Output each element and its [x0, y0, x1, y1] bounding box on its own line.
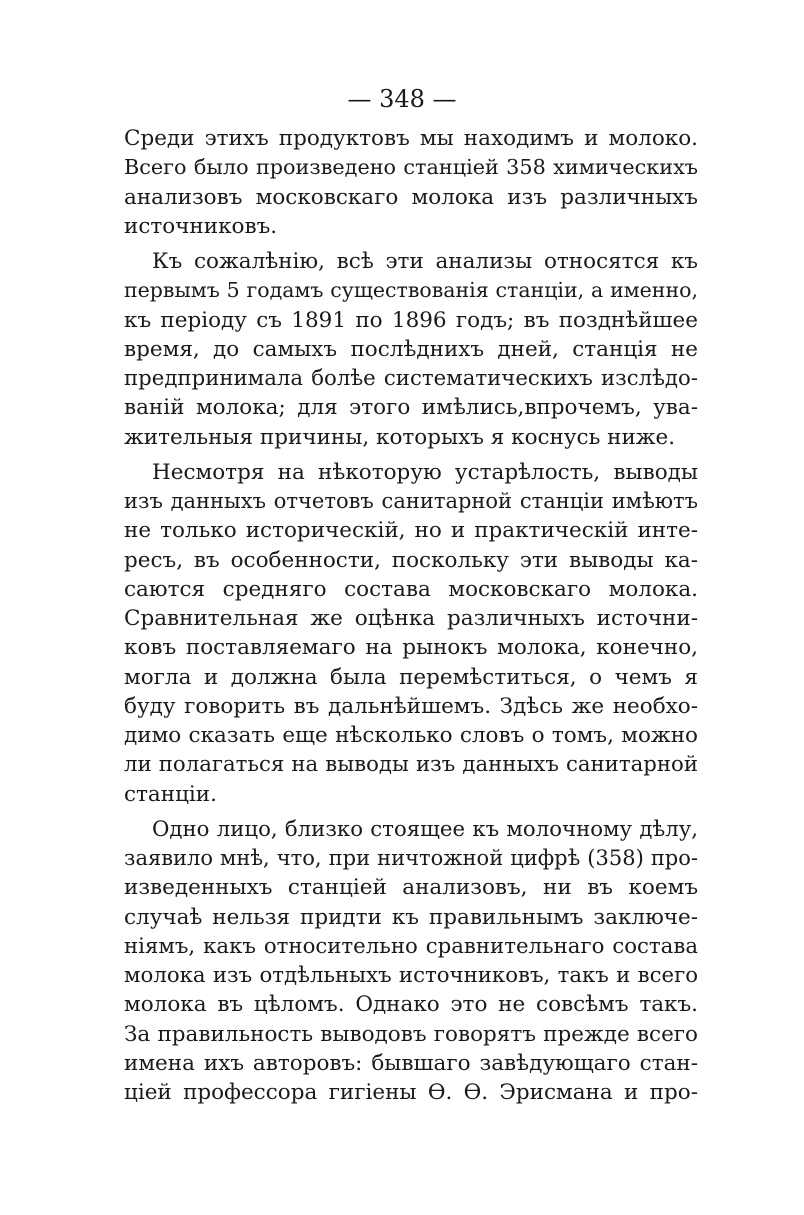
text-line: ковъ поставляемаго на рынокъ молока, конечно, [124, 635, 698, 661]
page-number: — 348 — [347, 85, 457, 113]
text-line: первымъ 5 годамъ существованія станціи, а именно, [124, 278, 698, 303]
text-line: Несмотря на нѣкоторую устарѣлость, выводы [152, 459, 698, 485]
text-line: время, до самыхъ послѣднихъ дней, станція не [124, 336, 698, 362]
text-line: Къ сожалѣнію, всѣ эти анализы относятся къ [152, 249, 698, 274]
text-line: ли полагаться на выводы изъ данныхъ санитарной [124, 752, 698, 778]
text-line: источниковъ. [124, 213, 278, 239]
paragraph-4 [124, 815, 698, 1108]
text-line: станціи. [124, 781, 217, 807]
text-line: Сравнительная же оцѣнка различныхъ источни- [124, 606, 698, 631]
text-line: могла и должна была перемѣститься, о чемъ я [124, 664, 698, 690]
text-line: ресъ, въ особенности, поскольку эти выводы ка- [124, 547, 698, 573]
text-line: къ періоду съ 1891 по 1896 годъ; въ позднѣйшее [124, 307, 698, 333]
text-line: буду говорить въ дальнѣйшемъ. Здѣсь же необхо- [124, 693, 698, 719]
text-line: анализовъ московскаго молока изъ различныхъ [124, 184, 698, 210]
text-line: не только историческій, но и практическій инте- [124, 518, 698, 544]
text-line: имена ихъ авторовъ: бывшаго завѣдующаго стан- [124, 1050, 698, 1076]
text-line: случаѣ нельзя придти къ правильнымъ заключе- [124, 904, 698, 930]
paragraph-3 [124, 458, 698, 809]
paragraph-2 [124, 247, 698, 452]
paragraph-1 [124, 124, 698, 241]
text-line: Всего было произведено станціей 358 химическихъ [124, 155, 698, 180]
text-line: саются средняго состава московскаго молока. [124, 576, 698, 602]
text-line: жительныя причины, которыхъ я коснусь ниже. [124, 424, 676, 450]
text-line: ваній молока; для этого имѣлись,впрочемъ, ува- [124, 395, 698, 421]
text-line: Среди этихъ продуктовъ мы находимъ и молоко. [124, 126, 698, 151]
text-line: За правильность выводовъ говорятъ прежде всего [124, 1021, 698, 1047]
text-line: Одно лицо, близко стоящее къ молочному дѣлу, [152, 816, 698, 842]
text-line: изведенныхъ станціей анализовъ, ни въ коемъ [124, 875, 698, 901]
text-line: изъ данныхъ отчетовъ санитарной станціи имѣютъ [124, 489, 698, 513]
text-line: ніямъ, какъ относительно сравнительнаго состава [124, 933, 698, 959]
text-line: заявило мнѣ, что, при ничтожной цифрѣ (358) про- [124, 846, 698, 870]
text-line: молока въ цѣломъ. Однако это не совсѣмъ такъ. [124, 992, 698, 1018]
text-line: ціей профессора гигіены Ѳ. Ѳ. Эрисмана и про- [124, 1080, 698, 1105]
text-line: предпринимала болѣе систематическихъ изслѣдо- [124, 366, 698, 391]
text-line: димо сказать еще нѣсколько словъ о томъ, можно [124, 723, 698, 748]
text-line: молока изъ отдѣльныхъ источниковъ, такъ и всего [124, 963, 698, 988]
body-text [124, 124, 698, 1107]
